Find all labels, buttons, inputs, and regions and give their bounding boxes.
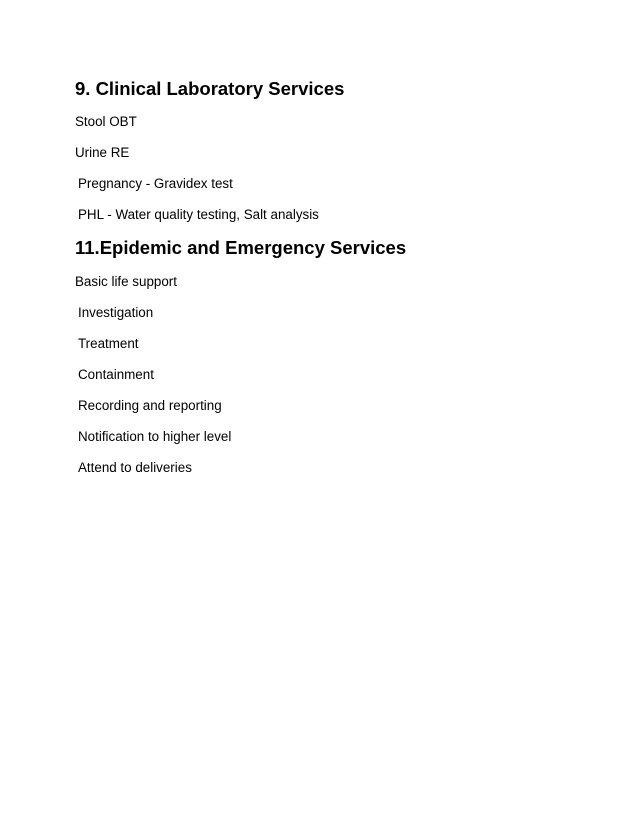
list-item: PHL - Water quality testing, Salt analysis [78, 207, 319, 222]
list-item: Stool OBT [75, 114, 137, 129]
list-item: Pregnancy - Gravidex test [78, 176, 233, 191]
section-heading-epidemic-emergency: 11.Epidemic and Emergency Services [75, 237, 407, 258]
list-item: Recording and reporting [78, 398, 222, 413]
list-item: Attend to deliveries [78, 460, 192, 475]
list-item: Notification to higher level [78, 429, 232, 444]
list-item: Basic life support [75, 274, 177, 289]
list-item: Urine RE [75, 145, 130, 160]
list-item: Treatment [78, 336, 139, 351]
list-item: Investigation [78, 305, 154, 320]
list-item: Containment [78, 367, 154, 382]
section-heading-clinical-laboratory: 9. Clinical Laboratory Services [75, 78, 345, 99]
